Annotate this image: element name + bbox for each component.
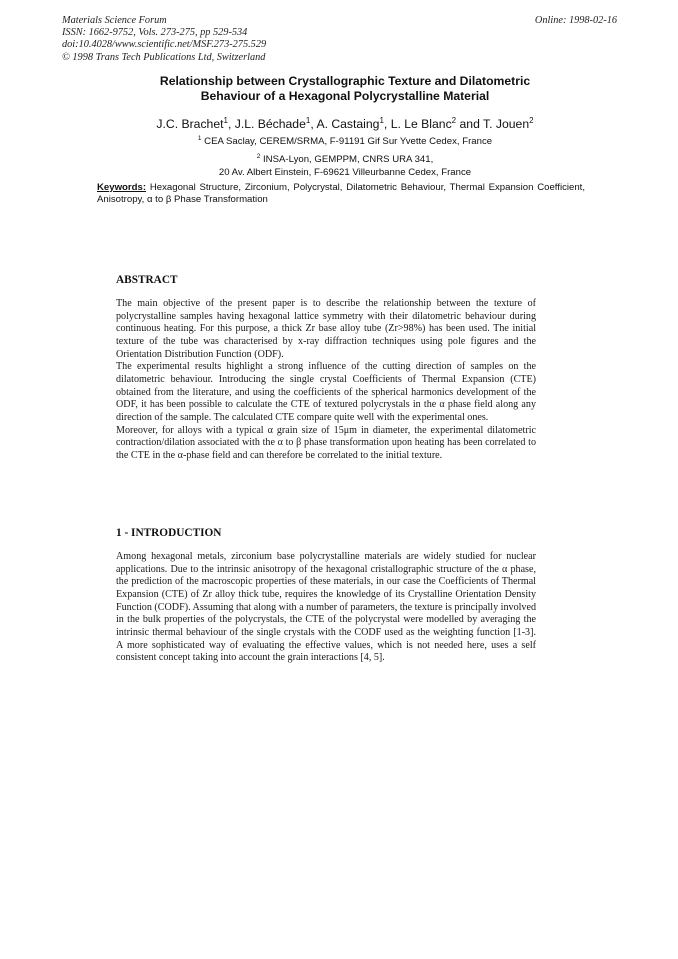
introduction-heading: 1 - INTRODUCTION xyxy=(116,527,222,539)
author-affil-mark: 2 xyxy=(451,116,457,125)
author-name: L. Le Blanc xyxy=(390,117,452,132)
author-conjunction: and xyxy=(459,117,480,132)
affiliation-text: INSA-Lyon, GEMPPM, CNRS URA 341, xyxy=(263,154,434,166)
author-list: J.C. Brachet$^1$, J.L. Béchade$^1$, A. Castaing$^1$, L. Le Blanc$^2$ and T. Jouen$^2$ xyxy=(156,116,534,132)
title-line-2: Behaviour of a Hexagonal Polycrystalline Material xyxy=(200,89,490,103)
affiliation-mark: 2 xyxy=(256,153,261,160)
online-date: Online: 1998-02-16 xyxy=(534,15,617,26)
abstract-heading: ABSTRACT xyxy=(116,274,178,286)
author-name: J.L. Béchade xyxy=(234,117,306,132)
introduction-body xyxy=(116,551,536,665)
author-affil-mark: 1 xyxy=(305,116,311,125)
author-name: T. Jouen xyxy=(483,117,530,132)
issn-line: ISSN: 1662-9752, Vols. 273-275, pp 529-534 xyxy=(62,27,248,39)
doi-line: doi:10.4028/www.scientific.net/MSF.273-275.529 xyxy=(62,39,267,51)
abstract-body xyxy=(116,298,536,463)
abstract-paragraph: The main objective of the present paper is to describe the relationship between the texture of polycrystalline samples having hexagonal lattice symmetry with their dilatometric behaviour during continuous heating. For this purpose, a thick Zr base alloy tube (Zr>98%) has been used. The initial texture of the tube was characterised by x-ray diffraction techniques using pole figures and the Orientation Distribution Function (ODF). xyxy=(116,298,536,360)
keywords-label: Keywords: xyxy=(97,182,147,193)
abstract-paragraph: Moreover, for alloys with a typical α grain size of 15μm in diameter, the experimental dilatometric contraction/dilation associated with the α to β phase transformation upon heating has been correlated to the CTE in the α-phase field and can therefore be correlated to the initial texture. xyxy=(116,424,536,461)
affiliation-mark: 1 xyxy=(197,135,202,142)
affiliation-2 xyxy=(100,151,590,179)
author-name: J.C. Brachet xyxy=(156,117,224,132)
affiliation-address: 20 Av. Albert Einstein, F-69621 Villeurbanne Cedex, France xyxy=(218,166,472,178)
keywords-text: Hexagonal Structure, Zirconium, Polycrystal, Dilatometric Behaviour, Thermal Expansion Coefficient, Anisotropy, α to β Phase Transformation xyxy=(97,182,586,206)
paper-title xyxy=(100,74,590,104)
affiliation-text: CEA Saclay, CEREM/SRMA, F-91191 Gif Sur Yvette Cedex, France xyxy=(204,136,493,148)
keywords xyxy=(97,182,585,207)
author-affil-mark: 1 xyxy=(223,116,228,125)
author-name: A. Castaing xyxy=(316,117,380,132)
journal-name: Materials Science Forum xyxy=(62,15,167,26)
title-line-1: Relationship between Crystallographic Texture and Dilatometric xyxy=(159,74,531,88)
affiliation-1 xyxy=(100,133,590,149)
introduction-paragraph: Among hexagonal metals, zirconium base polycrystalline materials are widely studied for nuclear applications. Due to the intrinsic anisotropy of the hexagonal cristallographic structure of the α phase, the prediction of the macroscopic properties of these materials, in our case the Coefficients of Thermal Expansion (CTE) of Zr alloy thick tube, requires the knowledge of its Crystalline Orientation Density Function (CODF). Assuming that along with a number of parameters, the texture is principally involved in the bulk properties of the polycrystals, the CTE of the polycrystal were modelled by averaging the intrinsic thermal behaviour of the single crystals with the CODF used as the weighting function [1-3]. A more sophisticated way of evaluating the effective values, which is not needed here, uses a self consistent concept taking into account the grain interactions [4, 5]. xyxy=(116,551,536,664)
copyright-line: © 1998 Trans Tech Publications Ltd, Switzerland xyxy=(62,51,266,63)
author-affil-mark: 1 xyxy=(379,116,384,125)
author-affil-mark: 2 xyxy=(529,116,534,125)
journal-header xyxy=(62,15,266,64)
abstract-paragraph: The experimental results highlight a strong influence of the cutting direction of samples on the dilatometric behaviour. Introducing the single crystal Coefficients of Thermal Expansion (CTE) obtained from the literature, and using the coefficients of the spherical harmonics development of the ODF, it has been possible to calculate the CTE of textured polycrystals in the α phase field along any direction of the sample. The calculated CTE compare quite well with the experimental ones. xyxy=(116,361,536,423)
